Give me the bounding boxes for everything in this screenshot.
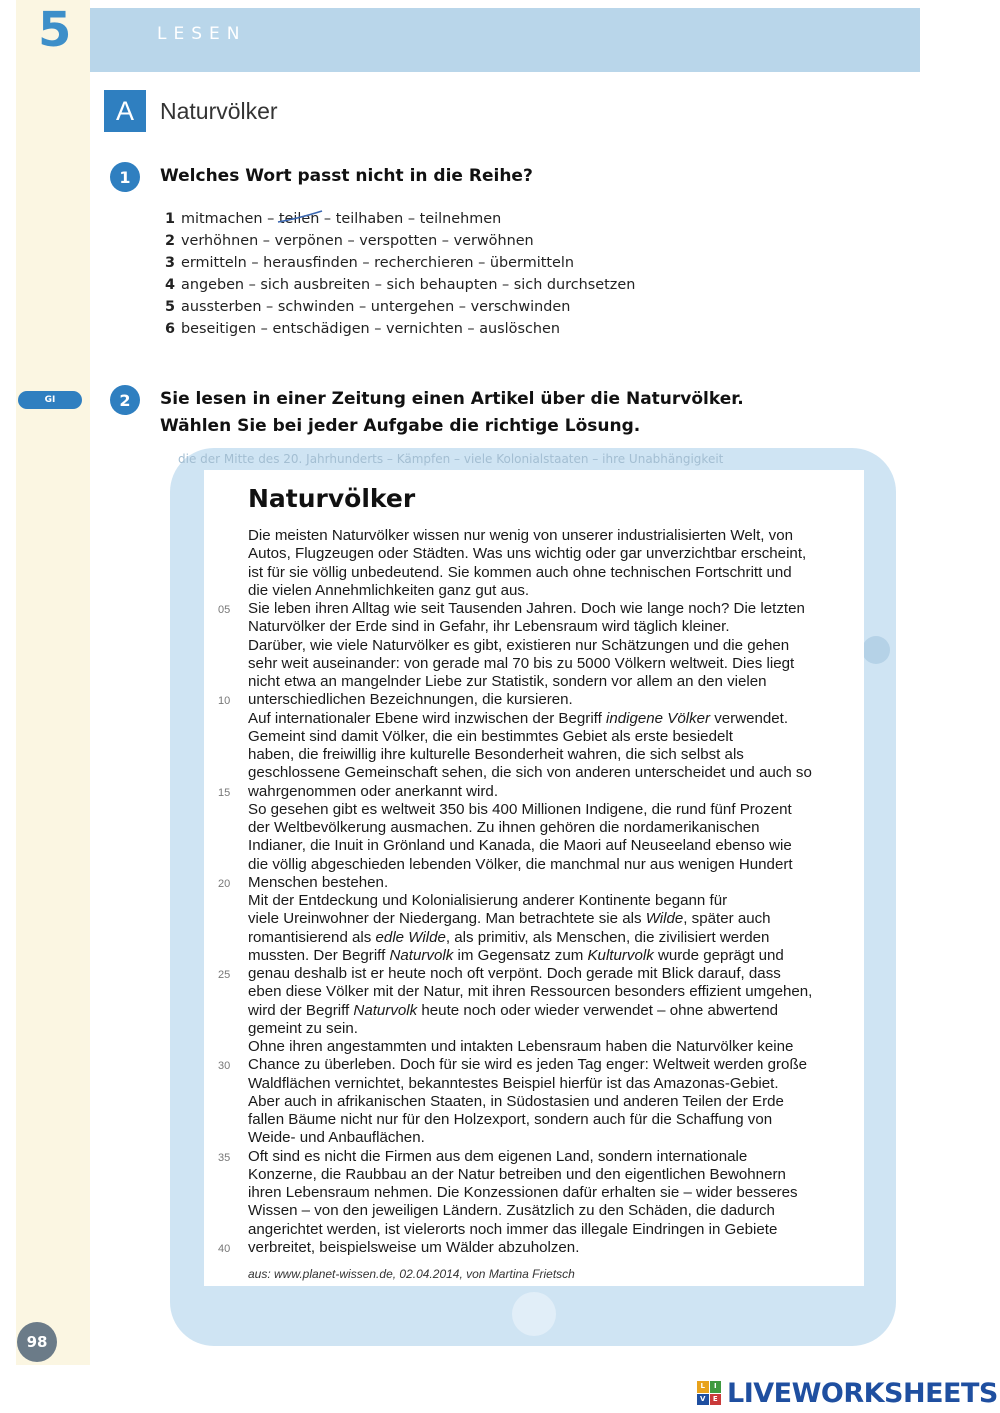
- article-line: [218, 782, 848, 801]
- article-line: [248, 710, 848, 728]
- article-line: [248, 728, 848, 746]
- article-line: [218, 965, 848, 983]
- article-line: [248, 983, 848, 1001]
- word[interactable]: beseitigen: [181, 321, 257, 337]
- word[interactable]: teilhaben: [335, 211, 404, 227]
- line-number: 25: [218, 969, 231, 981]
- task-2-number: 2: [110, 385, 140, 415]
- row-number: 1: [165, 211, 176, 227]
- article-line: [218, 1056, 848, 1074]
- line-number: 10: [218, 695, 231, 708]
- word[interactable]: sich behaupten: [386, 277, 498, 293]
- line-number: 40: [218, 1242, 231, 1255]
- line-text: die vielen Annehmlichkeiten ganz gut aus.: [248, 581, 530, 599]
- article-line: [248, 764, 848, 782]
- list-item: 2 verhöhnen – verpönen – verspotten – verwöhnen: [165, 233, 534, 249]
- background-ghost-letter-icon: [862, 636, 890, 664]
- article-title: Naturvölker: [248, 484, 416, 513]
- row-number: 6: [165, 321, 176, 337]
- article-line: [248, 637, 848, 655]
- gi-badge: GI: [18, 391, 82, 409]
- article-line: [248, 929, 848, 947]
- line-number: 35: [218, 1151, 231, 1164]
- background-ghost-text: die der Mitte des 20. Jahrhunderts – Kämpfen – viele Kolonialstaaten – ihre Unabhängigkeit: [178, 452, 724, 466]
- row-number: 2: [165, 233, 176, 249]
- line-text: Gemeint sind damit Völker, die ein bestimmtes Gebiet als erste besiedelt: [248, 727, 733, 745]
- word[interactable]: vernichten: [386, 321, 463, 337]
- strike-through-mark: [276, 210, 324, 226]
- line-text: ist für sie völlig unbedeutend. Sie kommen auch ohne technischen Fortschritt und: [248, 563, 792, 581]
- word[interactable]: übermitteln: [489, 255, 574, 271]
- line-text: Darüber, wie viele Naturvölker es gibt, existieren nur Schätzungen und die gehen: [248, 636, 790, 654]
- article-line: [248, 1093, 848, 1111]
- line-text: sehr weit auseinander: von gerade mal 70 bis zu 5000 Völkern weltweit. Dies liegt: [248, 654, 795, 672]
- line-text: angerichtet werden, ist vielerorts noch immer das illegale Eindringen in Gebiete: [248, 1220, 778, 1238]
- article-line: [248, 582, 848, 600]
- article-line: [218, 691, 848, 709]
- line-text: unterschiedlichen Bezeichnungen, die kursieren.: [248, 691, 573, 709]
- liveworksheets-logo-icon: L I V E: [697, 1381, 721, 1405]
- word[interactable]: verhöhnen: [181, 233, 259, 249]
- line-text: romantisierend als edle Wilde, als primitiv, als Menschen, die zivilisiert werden: [248, 928, 770, 946]
- row-number: 3: [165, 255, 176, 271]
- line-text: fallen Bäume nicht nur für den Holzexport, sondern auch für die Schaffung von: [248, 1111, 773, 1128]
- word[interactable]: mitmachen: [181, 211, 263, 227]
- article-line: [248, 1184, 848, 1202]
- word[interactable]: ermitteln: [181, 255, 247, 271]
- list-item: 6 beseitigen – entschädigen – vernichten – auslöschen: [165, 321, 560, 337]
- article-line: [248, 545, 848, 563]
- tablet-home-button: [512, 1292, 556, 1336]
- word-series-list: [165, 208, 635, 340]
- article-line: [218, 873, 848, 892]
- article-line: [218, 1147, 848, 1166]
- word[interactable]: sich durchsetzen: [513, 277, 636, 293]
- line-number: 15: [218, 786, 231, 799]
- line-text: wird der Begriff Naturvolk heute noch oder wieder verwendet – ohne abwertend: [248, 1001, 779, 1019]
- article-line: [248, 1166, 848, 1184]
- article-line: [248, 1038, 848, 1056]
- line-text: Wissen – von den jeweiligen Ländern. Zusätzlich zu den Schäden, die dadurch: [248, 1202, 775, 1220]
- word[interactable]: herausfinden: [263, 255, 358, 271]
- line-text: Oft sind es nicht die Firmen aus dem eigenen Land, sondern internationale: [248, 1147, 748, 1165]
- line-text: Sie leben ihren Alltag wie seit Tausenden Jahren. Doch wie lange noch? Die letzten: [248, 600, 805, 617]
- word[interactable]: recherchieren: [374, 255, 474, 271]
- line-text: Weide- und Anbauflächen.: [248, 1129, 425, 1147]
- brand-name: LIVEWORKSHEETS: [727, 1377, 998, 1409]
- article-line: [248, 1129, 848, 1147]
- line-text: Menschen bestehen.: [248, 873, 389, 891]
- line-text: die völlig abgeschieden lebenden Völker, die manchmal nur aus wenigen Hundert: [248, 855, 793, 873]
- article-line: [248, 673, 848, 691]
- chapter-number: 5: [38, 2, 72, 58]
- task-2-title: [160, 386, 744, 440]
- line-text: Die meisten Naturvölker wissen nur wenig von unserer industrialisierten Welt, von: [248, 527, 794, 544]
- article-line: [218, 1238, 848, 1257]
- article-line: [248, 819, 848, 837]
- row-number: 5: [165, 299, 176, 315]
- line-text: verbreitet, beispielsweise um Wälder abzuholzen.: [248, 1238, 580, 1256]
- word[interactable]: verspotten: [359, 233, 438, 249]
- line-text: mussten. Der Begriff Naturvolk im Gegensatz zum Kulturvolk wurde geprägt und: [248, 946, 784, 964]
- line-text: Chance zu überleben. Doch für sie wird es jeden Tag enger: Weltweit werden große: [248, 1056, 808, 1074]
- line-number: 30: [218, 1060, 231, 1073]
- word[interactable]: entschädigen: [272, 321, 370, 337]
- part-title: Naturvölker: [160, 98, 278, 124]
- word[interactable]: teilnehmen: [419, 211, 502, 227]
- line-text: Naturvölker der Erde sind in Gefahr, ihr Lebensraum wird täglich kleiner.: [248, 618, 730, 636]
- line-text: Mit der Entdeckung und Kolonialisierung anderer Kontinente begann für: [248, 892, 728, 909]
- article-line: [248, 837, 848, 855]
- word[interactable]: untergehen: [370, 299, 455, 315]
- task-2-title-line-2: Wählen Sie bei jeder Aufgabe die richtige Lösung.: [160, 416, 641, 436]
- line-text: Ohne ihren angestammten und intakten Lebensraum haben die Naturvölker keine: [248, 1038, 794, 1055]
- line-text: genau deshalb ist er heute noch oft verpönt. Doch gerade mit Blick darauf, dass: [248, 965, 781, 982]
- article-line: [248, 746, 848, 764]
- article-source: aus: www.planet-wissen.de, 02.04.2014, von Martina Frietsch: [248, 1267, 575, 1281]
- article-line: [248, 1020, 848, 1038]
- article-line: [248, 1002, 848, 1020]
- line-text: Auf internationaler Ebene wird inzwischen der Begriff indigene Völker verwendet.: [248, 709, 789, 727]
- article-line: [248, 618, 848, 636]
- article-line: [248, 910, 848, 928]
- article-line: [248, 564, 848, 582]
- article-line: [248, 1111, 848, 1129]
- line-text: Indianer, die Inuit in Grönland und Kanada, die Maori auf Neuseeland ebenso wie: [248, 837, 792, 855]
- word[interactable]: auslöschen: [479, 321, 560, 337]
- list-item: 5 aussterben – schwinden – untergehen – verschwinden: [165, 299, 571, 315]
- article-line: [248, 947, 848, 965]
- article-line: [218, 600, 848, 618]
- article-line: [248, 1202, 848, 1220]
- line-text: ihren Lebensraum nehmen. Die Konzessionen dafür erhalten sie – wider besseres: [248, 1184, 798, 1201]
- article-line: [248, 1075, 848, 1093]
- list-item: 3 ermitteln – herausfinden – recherchieren – übermitteln: [165, 255, 574, 271]
- struck-word[interactable]: teilen: [279, 208, 319, 230]
- line-text: So gesehen gibt es weltweit 350 bis 400 Millionen Indigene, die rund fünf Prozent: [248, 800, 792, 818]
- article-body: [218, 527, 848, 1257]
- line-text: Autos, Flugzeugen oder Städten. Was uns wichtig oder gar unverzichtbar erscheint,: [248, 545, 807, 563]
- line-text: eben diese Völker mit der Natur, mit ihren Ressourcen besonders effizient umgehen,: [248, 983, 813, 1001]
- task-2-title-line-1: Sie lesen in einer Zeitung einen Artikel über die Naturvölker.: [160, 389, 744, 409]
- article-line: [248, 527, 848, 545]
- line-text: nicht etwa an mangelnder Liebe zur Statistik, sondern vor allem an den vielen: [248, 673, 767, 690]
- word[interactable]: aussterben: [181, 299, 262, 315]
- task-1-number: 1: [110, 162, 140, 192]
- word[interactable]: schwinden: [277, 299, 355, 315]
- article-line: [248, 856, 848, 874]
- list-item: 4 angeben – sich ausbreiten – sich behaupten – sich durchsetzen: [165, 277, 636, 293]
- task-1-title: Welches Wort passt nicht in die Reihe?: [160, 166, 533, 186]
- word[interactable]: angeben: [181, 277, 245, 293]
- article-line: [248, 1221, 848, 1239]
- line-text: viele Ureinwohner der Niedergang. Man betrachtete sie als Wilde, später auch: [248, 910, 771, 928]
- word[interactable]: sich ausbreiten: [260, 277, 371, 293]
- line-text: der Weltbevölkerung ausmachen. Zu ihnen gehören die nordamerikanischen: [248, 819, 760, 836]
- line-text: wahrgenommen oder anerkannt wird.: [248, 782, 499, 800]
- article-line: [248, 892, 848, 910]
- row-number: 4: [165, 277, 176, 293]
- word[interactable]: verwöhnen: [453, 233, 534, 249]
- line-text: Waldflächen vernichtet, bekanntestes Beispiel hierfür ist das Amazonas-Gebiet.: [248, 1074, 779, 1092]
- line-text: Konzerne, die Raubbau an der Natur betreiben und den eigentlichen Bewohnern: [248, 1165, 786, 1183]
- line-text: geschlossene Gemeinschaft sehen, die sich von anderen unterscheidet und auch so: [248, 764, 812, 782]
- line-number: 20: [218, 877, 231, 890]
- list-item: 1 mitmachen – teilen – teilhaben – teilnehmen: [165, 208, 635, 230]
- word[interactable]: verschwinden: [470, 299, 571, 315]
- section-label: LESEN: [157, 24, 247, 44]
- side-strip: [16, 0, 90, 1365]
- line-text: Aber auch in afrikanischen Staaten, in Südostasien und anderen Teilen der Erde: [248, 1092, 784, 1110]
- article-line: [248, 801, 848, 819]
- article-line: [248, 655, 848, 673]
- line-text: gemeint zu sein.: [248, 1019, 358, 1037]
- line-number: 05: [218, 604, 231, 616]
- part-letter-box: A: [104, 90, 146, 132]
- line-text: haben, die freiwillig ihre kulturelle Besonderheit wahren, die sich selbst als: [248, 746, 744, 763]
- word[interactable]: verpönen: [274, 233, 343, 249]
- brand-logo[interactable]: [697, 1378, 998, 1408]
- page-number: 98: [17, 1322, 57, 1362]
